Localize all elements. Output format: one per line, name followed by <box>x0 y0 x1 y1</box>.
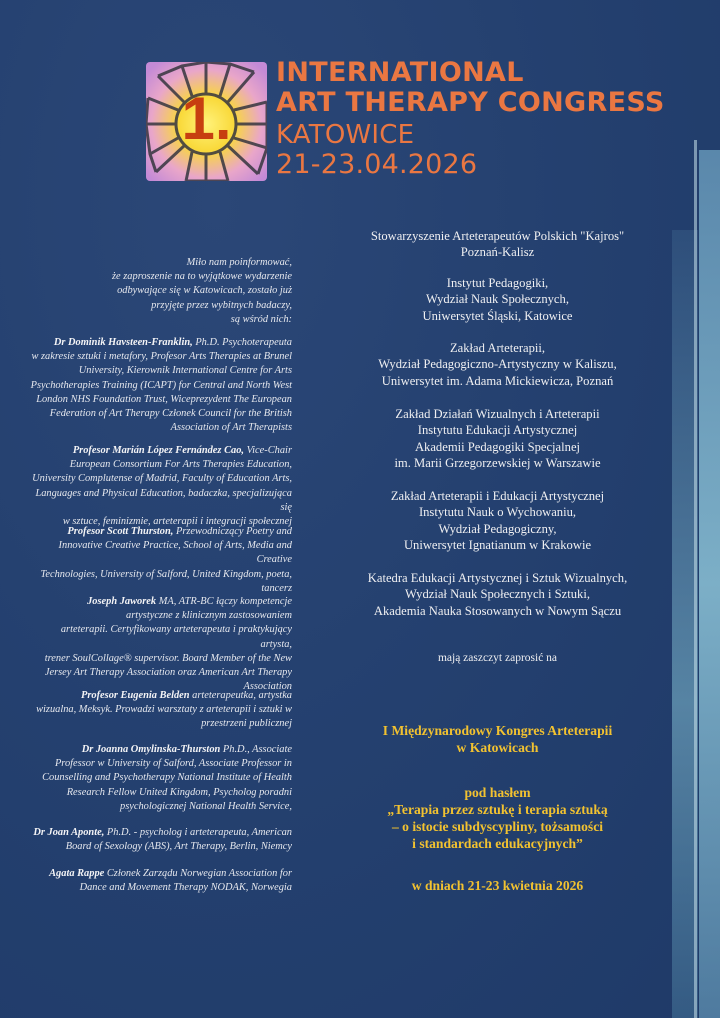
speaker-desc: Jersey Art Therapy Association oraz American Art Therapy <box>44 667 292 679</box>
speaker-desc: Languages and Physical Education, badaczka, specjalizująca się <box>35 487 292 513</box>
speaker-desc: Association of Art Therapists <box>170 422 292 434</box>
speaker-desc: arteterapii. Certyfikowany arteterapeuta i praktykujący artysta, <box>60 624 292 650</box>
speaker-desc: Innovative Creative Practice, School of Arts, Media and Creative <box>58 540 292 566</box>
speaker-desc: Vice-Chair <box>246 445 292 456</box>
title-line-1: INTERNATIONAL <box>276 57 524 88</box>
decorative-stripe <box>694 140 697 1018</box>
congress-name-line: w Katowicach <box>456 740 539 755</box>
speaker-entry <box>28 525 292 596</box>
speaker-desc: arteterapeutka, artystka <box>192 690 292 701</box>
speaker-desc: trener SoulCollage® supervisor. Board Member of the New <box>44 652 292 664</box>
intro-line: że zaproszenie na to wyjątkowe wydarzenie <box>112 271 292 283</box>
organizer-line: Zakład Arteterapii, <box>449 341 546 355</box>
organizer-line: Stowarzyszenie Arteterapeutów Polskich "Kajros" <box>370 229 625 243</box>
speaker-desc: Research Fellow United Kingdom, Psycholog poradni <box>66 786 292 798</box>
speaker-desc: Professor w University of Salford, Associate Professor in <box>54 758 292 770</box>
intro-text <box>28 256 292 327</box>
organizer-block <box>325 275 670 324</box>
organizer-line: Katedra Edukacji Artystycznej i Sztuk Wizualnych, <box>367 571 628 585</box>
event-dates: w dniach 21-23 kwietnia 2026 <box>411 878 584 893</box>
organizer-line: Akademii Pedagogiki Specjalnej <box>414 439 581 454</box>
speaker-desc: University Complutense of Madrid, Faculty of Education Arts, <box>32 473 292 485</box>
speaker-entry <box>28 444 292 529</box>
organizer-line: Instytutu Edukacji Artystycznej <box>417 423 578 438</box>
speaker-desc: London NHS Foundation Trust, Wiceprezydent The European <box>36 393 292 405</box>
organizer-line: Wydział Pedagogiczny, <box>438 521 557 536</box>
speaker-desc: Psychotherapies Training (ICAPT) for Central and North West <box>30 379 292 391</box>
title-city: KATOWICE <box>276 120 415 150</box>
organizer-line: Instytut Pedagogiki, <box>446 276 549 290</box>
motto-line: „Terapia przez sztukę i terapia sztuką <box>387 802 608 817</box>
speaker-name: Dr Dominik Havsteen-Franklin, <box>53 337 193 348</box>
speaker-desc: Członek Zarządu Norwegian Association for <box>106 868 292 879</box>
organizer-line: Zakład Działań Wizualnych i Arteterapii <box>395 407 600 421</box>
speaker-desc: European Consortium For Arts Therapies Education, <box>69 459 292 471</box>
motto <box>325 784 670 852</box>
organizer-line: Zakład Arteterapii i Edukacji Artystycznej <box>390 489 605 503</box>
motto-line: i standardach edukacyjnych” <box>412 836 583 851</box>
speaker-entry <box>28 336 292 435</box>
intro-line: są wśród nich: <box>230 313 292 325</box>
organizer-block <box>325 488 670 554</box>
title-dates: 21-23.04.2026 <box>276 149 478 180</box>
speaker-desc: Board of Sexology (ABS), Art Therapy, Berlin, Niemcy <box>65 841 292 853</box>
speaker-name: Profesor Eugenia Belden <box>81 690 190 701</box>
organizer-block <box>325 340 670 389</box>
title-line-2: ART THERAPY CONGRESS <box>276 87 665 118</box>
speaker-desc: psychologicznej National Health Service, <box>120 800 292 812</box>
intro-line: Miło nam poinformować, <box>186 257 292 268</box>
organizer-line: Uniwersytet Śląski, Katowice <box>422 308 573 323</box>
organizer-line: Uniwersytet im. Adama Mickiewicza, Poznań <box>381 373 614 388</box>
speaker-entry <box>28 595 292 694</box>
speaker-desc: Association <box>243 681 292 693</box>
speaker-entry <box>28 867 292 895</box>
speaker-desc: wizualna, Meksyk. Prowadzi warsztaty z arteterapii i sztuki w <box>36 704 292 716</box>
invite-text: mają zaszczyt zaprosić na <box>437 652 558 664</box>
logo-number: 1. <box>181 85 232 152</box>
congress-title <box>276 58 665 180</box>
congress-name-line: I Międzynarodowy Kongres Arteterapii <box>382 723 613 738</box>
organizer-line: im. Marii Grzegorzewskiej w Warszawie <box>394 456 601 471</box>
speaker-desc: w zakresie sztuki i metafory, Profesor Arts Therapies at Brunel <box>31 351 292 363</box>
speaker-desc: Federation of Art Therapy Członek Council for the British <box>49 408 292 420</box>
speaker-desc: Dance and Movement Therapy NODAK, Norwegia <box>79 882 292 894</box>
congress-logo <box>146 62 267 181</box>
speaker-name: Profesor Scott Thurston, <box>67 526 174 537</box>
organizer-block <box>325 570 670 619</box>
speaker-entry <box>28 743 292 814</box>
speaker-name: Joseph Jaworek <box>87 596 157 607</box>
speaker-name: Dr Joanna Omylinska-Thurston <box>81 744 221 755</box>
speaker-desc: Counselling and Psychotherapy National Institute of Health <box>42 772 292 784</box>
organizer-block <box>325 228 670 261</box>
speaker-name: Agata Rappe <box>49 868 105 879</box>
decorative-stripe <box>699 150 720 1018</box>
speaker-desc: artystyczne z klinicznym zastosowaniem <box>126 610 292 622</box>
speaker-desc: tancerz <box>261 582 292 594</box>
speaker-desc: University, Kierownik International Centre for Arts <box>78 365 292 377</box>
speaker-name: Profesor Marián López Fernández Cao, <box>72 445 244 456</box>
organizer-line: Instytutu Nauk o Wychowaniu, <box>418 505 577 520</box>
speaker-desc: przestrzeni publicznej <box>201 718 292 730</box>
speaker-desc: Przewodniczący Poetry and <box>175 526 292 537</box>
speaker-desc: Ph.D. - psycholog i arteterapeuta, American <box>106 827 292 838</box>
speaker-desc: Ph.D. Psychoterapeuta <box>195 337 292 348</box>
speaker-desc: Ph.D., Associate <box>222 744 292 755</box>
motto-line: – o istocie subdyscypliny, tożsamości <box>391 819 604 834</box>
organizer-line: Wydział Nauk Społecznych, <box>426 292 569 307</box>
speaker-entry <box>28 689 292 732</box>
organizer-line: Wydział Nauk Społecznych i Sztuki, <box>405 587 590 602</box>
organizer-line: Akademia Nauka Stosowanych w Nowym Sączu <box>373 603 622 618</box>
congress-name <box>325 722 670 756</box>
organizer-line: Poznań-Kalisz <box>460 245 535 260</box>
intro-line: odbywające się w Katowicach, zostało już <box>117 285 292 297</box>
organizer-line: Uniwersytet Ignatianum w Krakowie <box>403 538 592 553</box>
speaker-desc: MA, ATR-BC łączy kompetencje <box>158 596 292 607</box>
motto-line: pod hasłem <box>464 785 531 800</box>
organizer-block <box>325 406 670 472</box>
speaker-desc: Technologies, University of Salford, United Kingdom, poeta, <box>40 568 292 580</box>
organizer-line: Wydział Pedagogiczno-Artystyczny w Kaliszu, <box>378 357 617 372</box>
speaker-desc: w sztuce, feminizmie, arteterapii i integracji społecznej <box>62 516 292 528</box>
intro-line: przyjęte przez wybitnych badaczy, <box>151 299 292 311</box>
speaker-entry <box>28 826 292 854</box>
speaker-name: Dr Joan Aponte, <box>33 827 105 838</box>
